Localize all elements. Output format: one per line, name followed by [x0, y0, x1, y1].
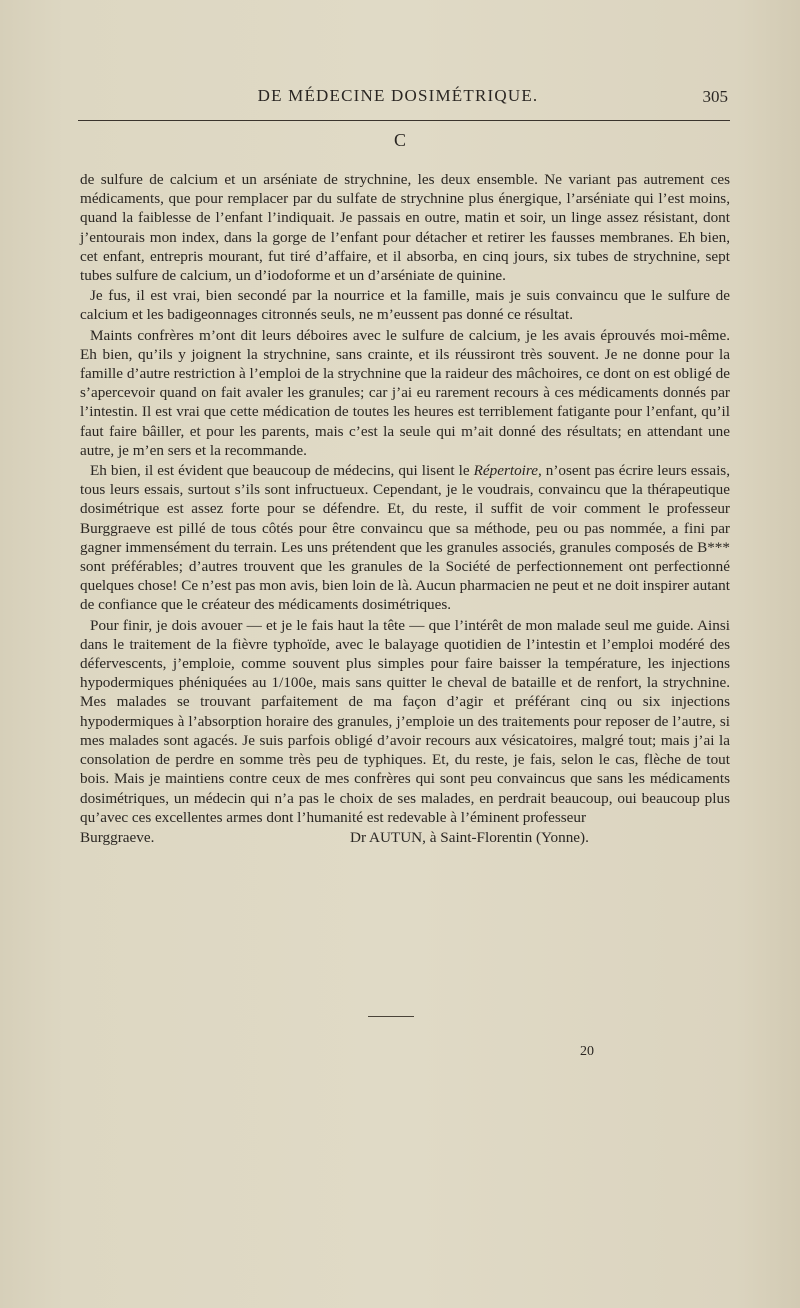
- closing-word: Burggraeve.: [80, 828, 155, 846]
- author-signature: Dr AUTUN, à Saint-Florentin (Yonne).: [350, 828, 589, 846]
- page-number: 305: [702, 87, 728, 106]
- paragraph-4: [80, 461, 730, 615]
- page-header: [78, 86, 728, 116]
- signature-line: [80, 828, 730, 847]
- paragraph-5: Pour finir, je dois avouer — et je le fais haut la tête — que l’intérêt de mon malade seul me guide. Ainsi dans le traitement de la fièvre typhoïde, avec le balayage quotidien de l’intestin et l’emploi modéré des défervescents, j’emploie, comme souvent plus simples pour faire baisser la température, les injections hypodermiques phéniquées au 1/100e, mais sans quitter le cheval de bataille et de renfort, la strychnine. Mes malades se trouvant parfaitement de ma façon d’agir et préférant cinq ou six injections hypodermiques à l’absorption horaire des granules, j’emploie un des traitements pour reposer de l’autre, si mes malades sont agacés. Je suis parfois obligé d’avoir recours aux vésicatoires, malgré tout; mais j’ai la consolation de perdre en somme très peu de typhiques. Et, du reste, je fais, selon le cas, flèche de tout bois. Mais je maintiens contre ceux de mes confrères qui sont peu convaincus que sans les médicaments dosimétriques, un médecin qui n’a pas le choix de ses malades, en perdrait beaucoup, oui beaucoup plus qu’avec ces excellentes armes dont l’humanité est redevable à l’éminent professeur: [80, 616, 730, 826]
- header-rule: [78, 120, 730, 121]
- paragraph-3: Maints confrères m’ont dit leurs déboires avec le sulfure de calcium, je les avais éprouvés moi-même. Eh bien, qu’ils y joignent la strychnine, sans crainte, et ils réussiront très souvent. Je ne donne pour la famille d’autre restriction à l’emploi de la strychnine que la raideur des mâchoires, ce dont on est obligé de s’apercevoir quand on fait avaler les granules; car j’ai eu rarement recours à ces médicaments donnés par l’intestin. Il est vrai que cette médication de toutes les heures est terriblement fatigante pour l’enfant, qu’il faut faire bâiller, et pour les parents, mais c’est la seule qui m’ait donné des résultats; en attendant une autre, je m’en sers et la recommande.: [80, 326, 730, 459]
- paragraph-4-part-1: Eh bien, il est évident que beaucoup de médecins, qui lisent le: [90, 462, 474, 480]
- paragraph-4-part-2: , n’osent pas écrire leurs essais, tous leurs essais, surtout s’ils sont infructueux. Cependant, je le voudrais, convaincu que la thérapeutique dosimétrique est assez forte pour se défendre. Et, du reste, il suffit de voir comment le professeur Burggraeve est pillé de tous côtés pour être convaincu que sa méthode, peu ou pas nommée, a fini par gagner immensément du terrain. Les uns prétendent que les granules associés, granules composés de B*** sont préférables; d’autres trouvent que les granules de la Société de perfectionnement ont perfectionné quelques chose! Ce n’est pas mon avis, bien loin de là. Aucun pharmacien ne peut et ne doit inspirer autant de confiance que le créateur des médicaments dosimétriques.: [80, 462, 730, 614]
- body-text: [80, 170, 730, 847]
- paragraph-2: Je fus, il est vrai, bien secondé par la nourrice et la famille, mais je suis convaincu que le sulfure de calcium et les badigeonnages citronnés seuls, ne m’eussent pas donné ce résultat.: [80, 287, 730, 324]
- repertoire-title: Répertoire: [473, 462, 538, 480]
- running-title: DE MÉDECINE DOSIMÉTRIQUE.: [257, 86, 539, 105]
- section-letter: C: [393, 130, 406, 150]
- closing-rule: [368, 1016, 414, 1017]
- sheet-number: 20: [580, 1044, 594, 1059]
- paragraph-1: de sulfure de calcium et un arséniate de strychnine, les deux ensemble. Ne variant pas autrement ces médicaments, que pour remplacer par du sulfate de strychnine plus énergique, l’arséniate qui l’est moins, quand la faiblesse de l’enfant l’indiquait. Je passais en outre, matin et soir, un linge assez résistant, dont j’entourais mon index, dans la gorge de l’enfant pour détacher et retirer les fausses membranes. Eh bien, cet enfant, entrepris mourant, fut tiré d’affaire, et il absorba, en cinq jours, six tubes de strychnine, sept tubes sulfure de calcium, un d’iodoforme et un d’arséniate de quinine.: [80, 171, 730, 285]
